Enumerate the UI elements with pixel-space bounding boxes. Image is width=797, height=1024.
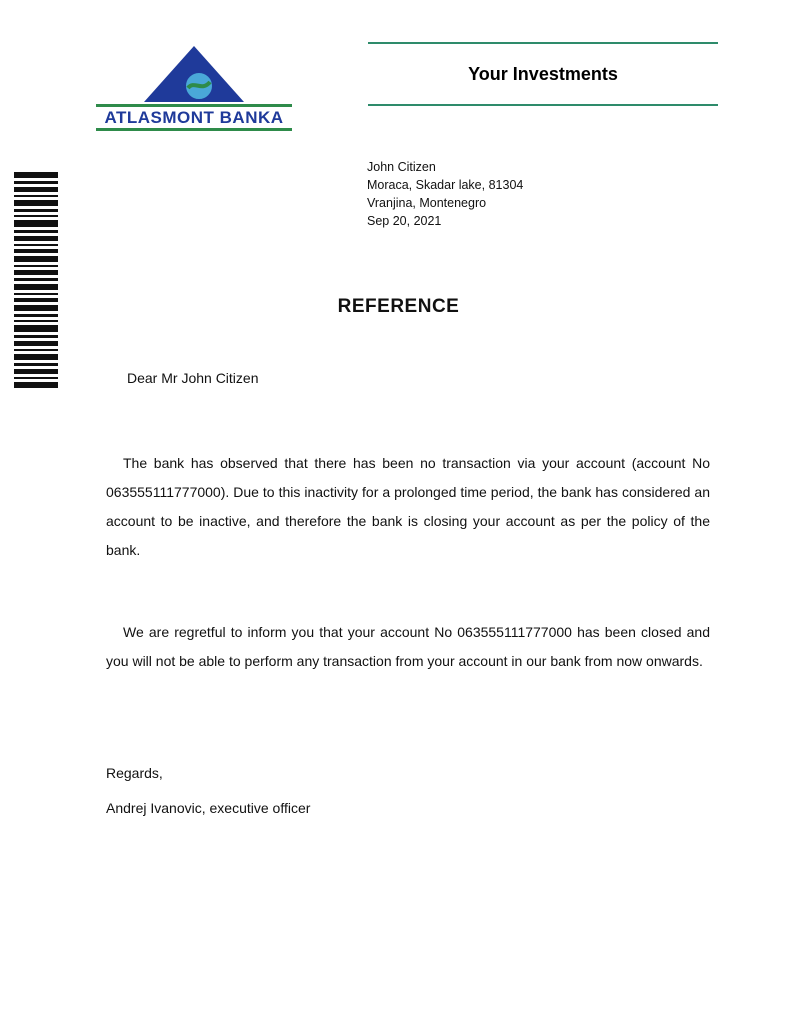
header-top-rule [368,42,718,44]
body-paragraph-1: The bank has observed that there has been no transaction via your account (account No 063555111777000). Due to this inactivity for a prolonged time period, the bank has considered an account to be inactive, and therefore the bank is closing your account as per the policy of the bank. [106,455,710,558]
logo-bank-name: ATLASMONT BANKA [104,108,284,127]
document-heading: REFERENCE [337,296,460,317]
barcode-icon [14,172,58,388]
signature-line: Andrej Ivanovic, executive officer [106,800,311,816]
greeting: Dear Mr John Citizen [127,370,259,386]
address-name: John Citizen [367,160,436,174]
bank-logo [96,40,292,132]
recipient-address [367,158,523,230]
address-date: Sep 20, 2021 [367,214,442,228]
header-title: Your Investments [468,64,618,84]
address-region: Vranjina, Montenegro [367,196,487,210]
closing: Regards, [106,765,163,781]
header-bottom-rule [368,104,718,106]
address-street: Moraca, Skadar lake, 81304 [367,178,524,192]
body-paragraph-2: We are regretful to inform you that your account No 063555111777000 has been closed and you will not be able to perform any transaction from your account in our bank from now onwards. [106,624,710,669]
